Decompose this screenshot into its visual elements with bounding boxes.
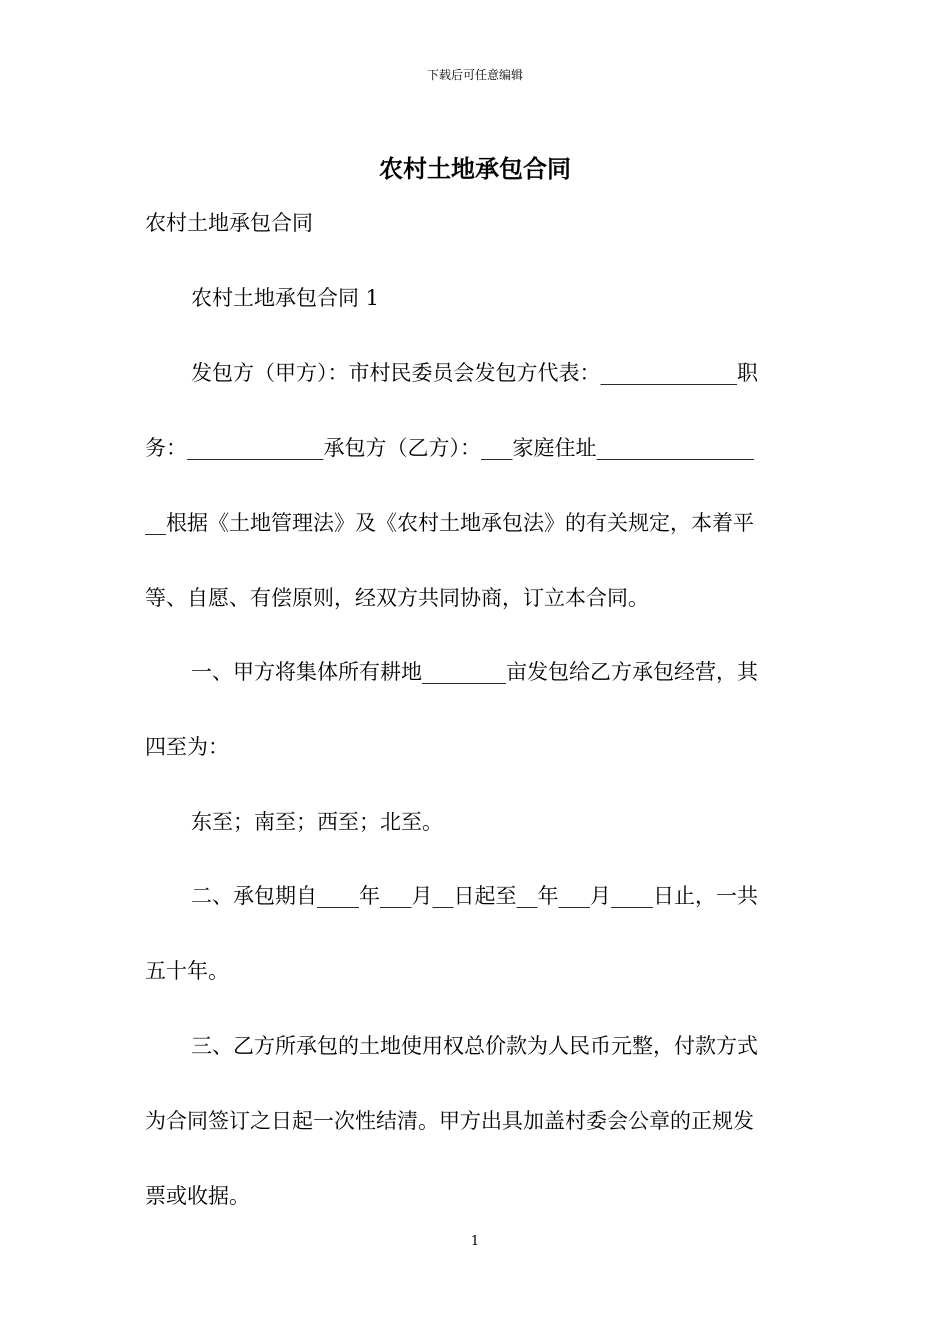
body-line: __根据《土地管理法》及《农村土地承包法》的有关规定，本着平 — [145, 511, 754, 535]
body-line: 为合同签订之日起一次性结清。甲方出具加盖村委会公章的正规发 — [145, 1109, 754, 1133]
header-note: 下载后可任意编辑 — [426, 68, 523, 82]
body-line: 发包方（甲方）：市村民委员会发包方代表：_____________职 — [191, 361, 758, 385]
body-line: 票或收据。 — [145, 1184, 250, 1208]
body-line: 二、承包期自____年___月__日起至__年___月____日止，一共 — [191, 884, 758, 908]
body-line: 五十年。 — [145, 959, 229, 983]
body-line: 等、自愿、有偿原则，经双方共同协商，订立本合同。 — [145, 586, 649, 610]
body-line: 一、甲方将集体所有耕地________亩发包给乙方承包经营，其 — [191, 660, 758, 684]
body-line: 农村土地承包合同 — [145, 211, 313, 235]
document-title: 农村土地承包合同 — [379, 154, 571, 183]
body-line: 务：_____________承包方（乙方）：___家庭住址_______________ — [145, 436, 754, 460]
page-number: 1 — [470, 1234, 480, 1249]
body-line: 农村土地承包合同 1 — [191, 286, 380, 310]
body-line: 四至为： — [145, 735, 229, 759]
body-line: 东至；南至；西至；北至。 — [191, 810, 443, 834]
body-line: 三、乙方所承包的土地使用权总价款为人民币元整，付款方式 — [191, 1034, 758, 1058]
